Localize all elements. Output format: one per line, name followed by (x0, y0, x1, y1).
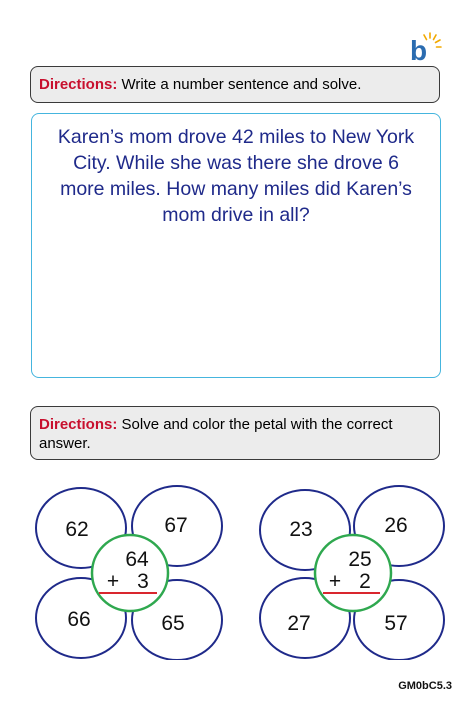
addend-bottom: 2 (359, 570, 371, 593)
word-problem-line: City. While she was there she drove 6 (73, 152, 399, 174)
flower-center (92, 535, 168, 611)
directions-box-1 (30, 66, 440, 103)
word-problem-line: Karen’s mom drove 42 miles to New York (57, 126, 415, 148)
brand-logo (408, 30, 442, 66)
addend-top: 64 (125, 548, 149, 571)
petal-number: 27 (287, 612, 311, 635)
addend-top: 25 (348, 548, 372, 571)
petal-number: 65 (161, 612, 185, 635)
petal-number: 62 (65, 518, 89, 541)
brand-logo-icon (408, 30, 442, 66)
petal-number: 23 (289, 518, 313, 541)
operator: + (328, 570, 342, 593)
word-problem-box[interactable] (31, 113, 441, 378)
flower-2 (253, 480, 458, 660)
directions-1-label: Directions: (39, 76, 118, 93)
word-problem-text (46, 124, 426, 228)
directions-2-label: Directions: (39, 416, 118, 433)
petal-number: 67 (164, 514, 188, 537)
directions-1-instruction: Write a number sentence and solve. (117, 76, 362, 93)
logo-letter: b (410, 35, 428, 66)
petal-number: 26 (384, 514, 408, 537)
directions-2-instruction: Solve and color the petal with the correct answer. (39, 416, 393, 452)
addend-bottom: 3 (137, 570, 149, 593)
flower-1 (29, 480, 234, 660)
word-problem-line: mom drive in all? (162, 204, 310, 226)
word-problem-line: more miles. How many miles did Karen’s (60, 178, 412, 200)
petal-number: 66 (67, 608, 91, 631)
operator: + (106, 570, 120, 593)
flower-center (315, 535, 391, 611)
petal-number: 57 (384, 612, 408, 635)
worksheet-code: GM0bC5.3 (398, 680, 452, 692)
directions-2-text (39, 415, 431, 453)
directions-1-text (39, 75, 361, 94)
directions-box-2 (30, 406, 440, 460)
